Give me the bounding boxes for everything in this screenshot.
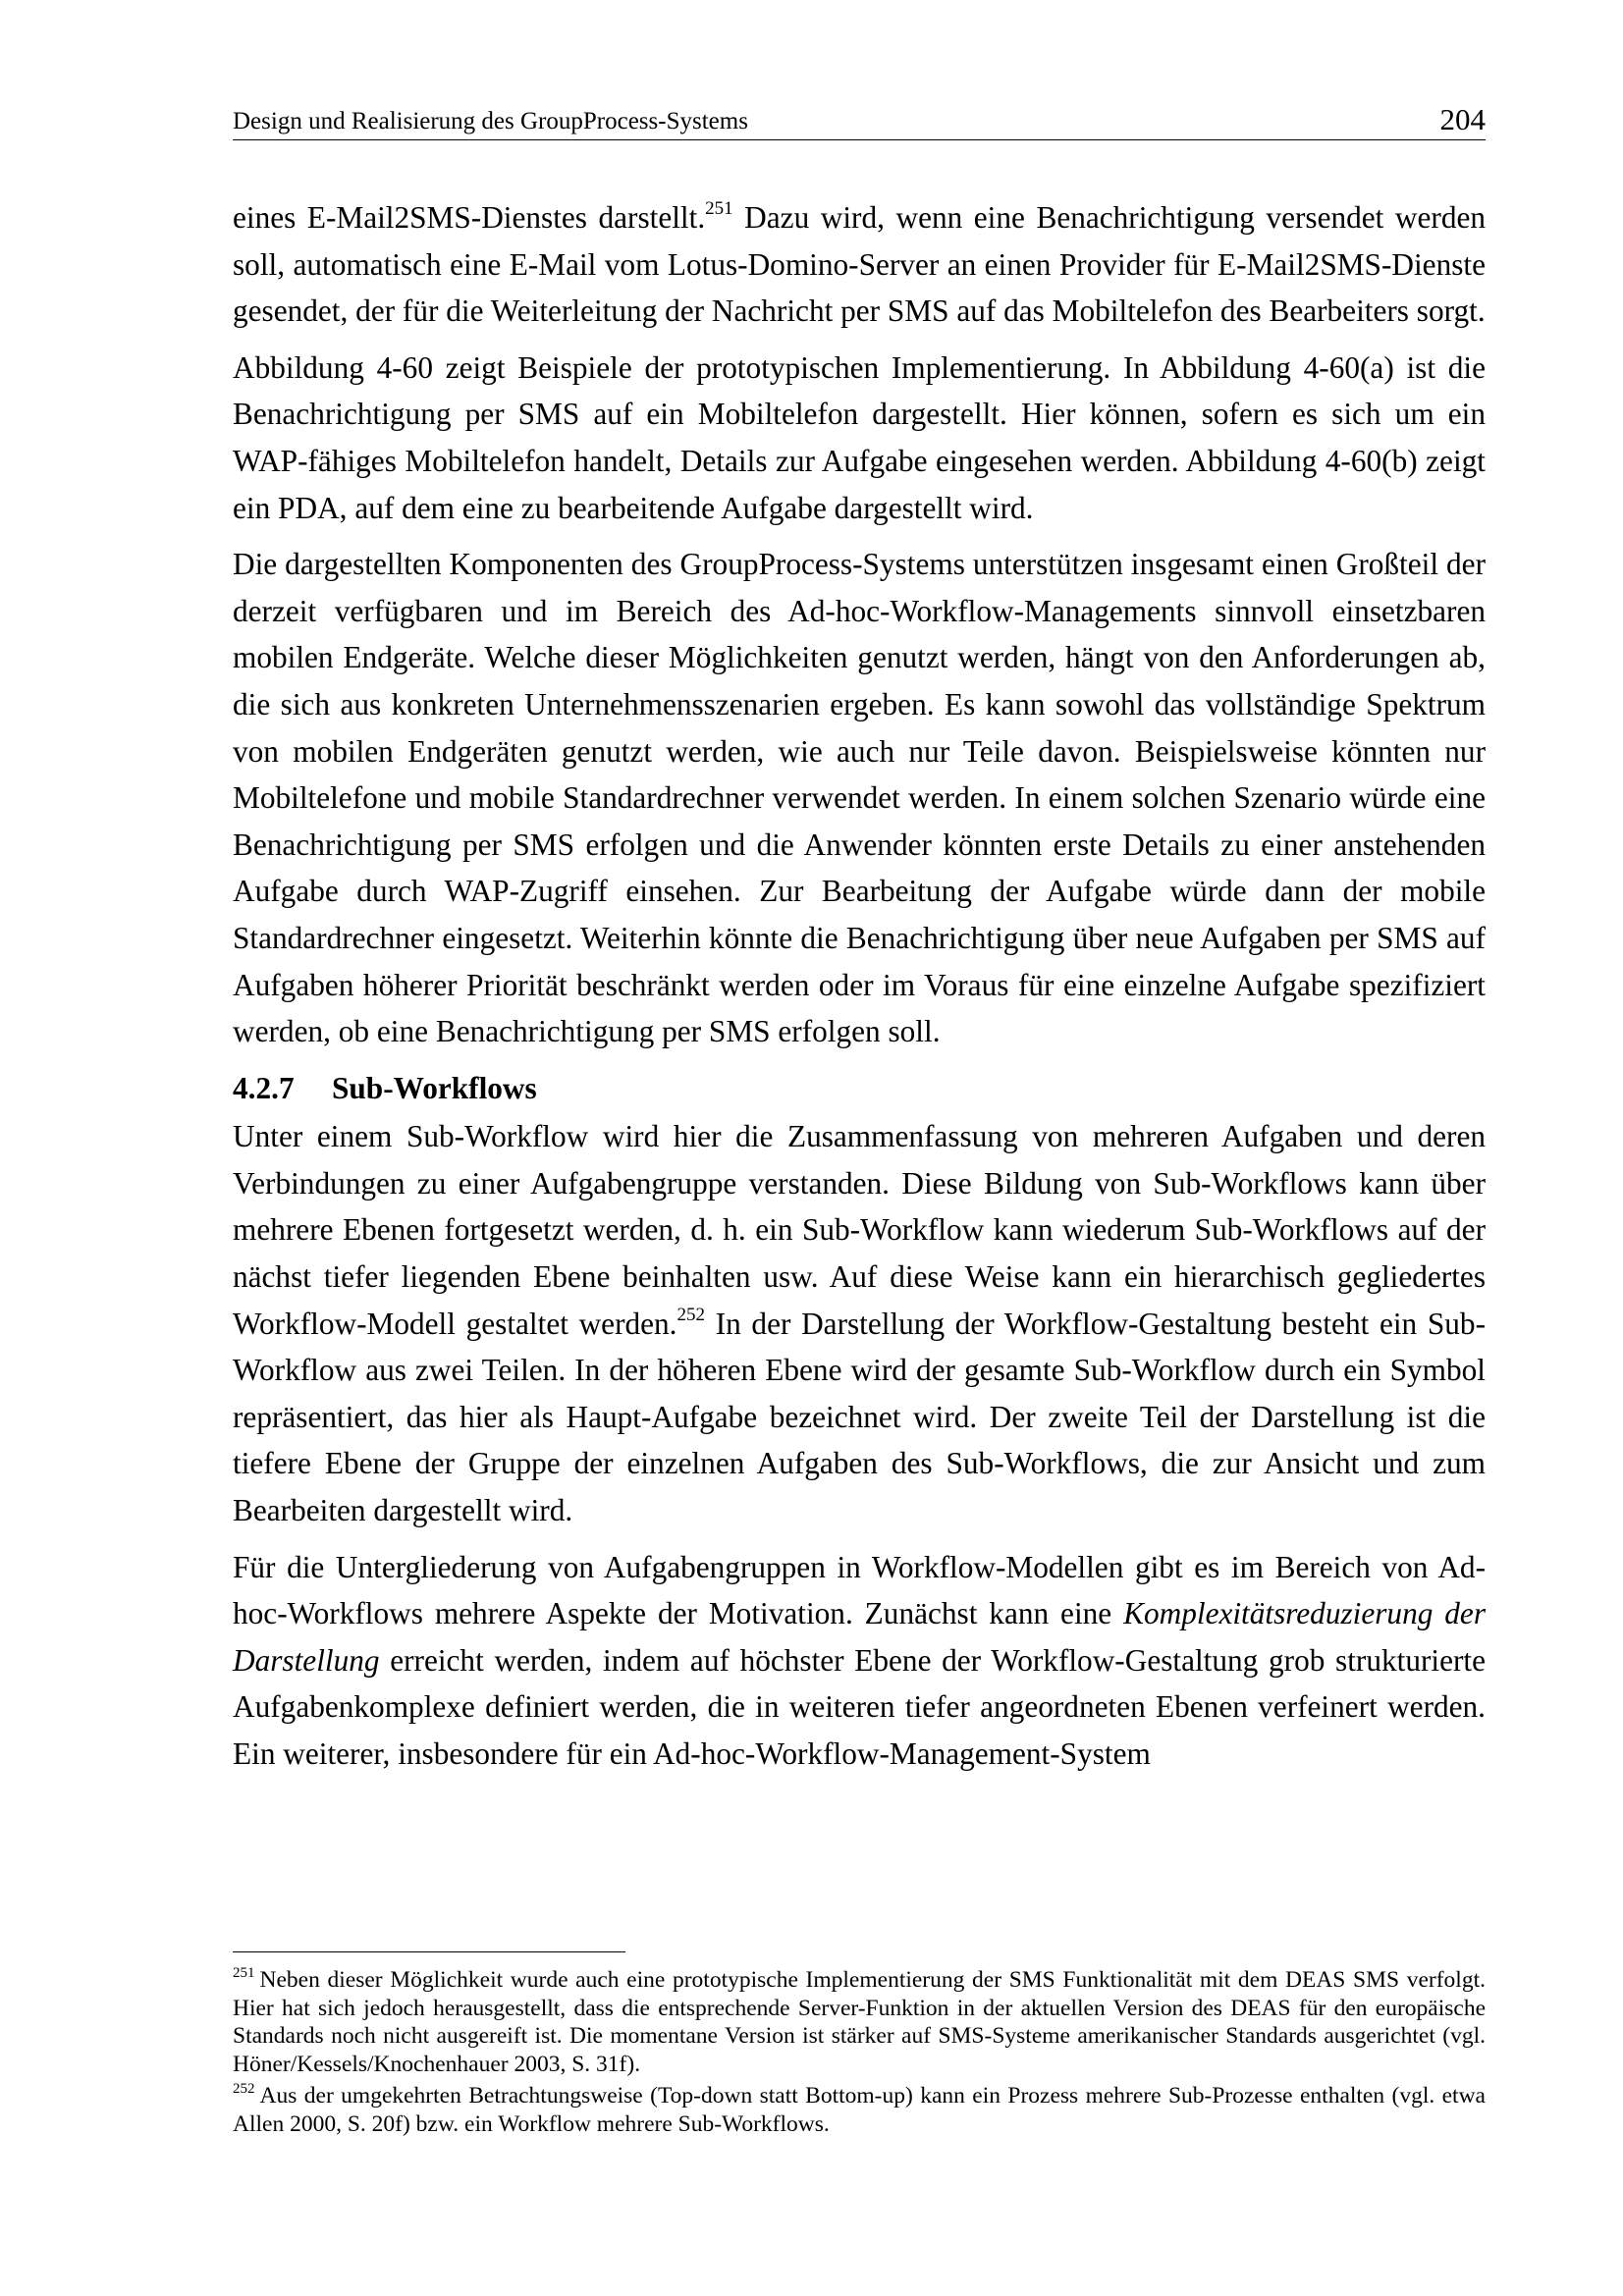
footnote-ref-251[interactable]: 251: [705, 198, 733, 219]
page-number: 204: [1439, 102, 1486, 136]
footnote-text: Neben dieser Möglichkeit wurde auch eine prototypische Implementierung der SMS Funktionalität mit dem DEAS SMS verfolgt. Hier hat sich jedoch herausgestellt, dass die entsprechende Server-Funktion in der aktuellen Version des DEAS für den europäische Standards noch nicht ausgereift ist. Die momentane Version ist stärker auf SMS-Systeme amerikanischer Standards ausgerichtet (vgl. Höner/Kessels/Knochenhauer 2003, S. 31f).: [233, 1967, 1486, 2077]
footnote-number: 252: [233, 2081, 255, 2097]
section-paragraph-1-text-b: In der Darstellung der Workflow-Gestaltung besteht ein Sub-Workflow aus zwei Teilen. In der höheren Ebene wird der gesamte Sub-Workflow durch ein Symbol repräsentiert, das hier als Haupt-Aufgabe bezeichnet wird. Der zweite Teil der Darstellung ist die tiefere Ebene der Gruppe der einzelnen Aufgaben des Sub-Workflows, die zur Ansicht und zum Bearbeiten dargestellt wird.: [233, 1306, 1486, 1528]
body-text: [233, 194, 1486, 1788]
footnote-251: [233, 1966, 1486, 2078]
footnote-text: Aus der umgekehrten Betrachtungsweise (Top-down statt Bottom-up) kann ein Prozess mehrere Sub-Prozesse enthalten (vgl. etwa Allen 2000, S. 20f) bzw. ein Workflow mehrere Sub-Workflows.: [233, 2083, 1486, 2137]
section-heading: [233, 1065, 1486, 1112]
section-paragraph-2-text-b: erreicht werden, indem auf höchster Ebene der Workflow-Gestaltung grob strukturierte Aufgabenkomplexe definiert werden, die in weiteren tiefer angeordneten Ebenen verfeinert werden. Ein weiterer, insbesondere für ein Ad-hoc-Workflow-Management-System: [233, 1642, 1486, 1771]
running-header: [233, 94, 1486, 140]
paragraph-1-text-b: Dazu wird, wenn eine Benachrichtigung versendet werden soll, automatisch eine E-Mail vom Lotus-Domino-Server an einen Provider für E-Mail2SMS-Dienste gesendet, der für die Weiterleitung der Nachricht per SMS auf das Mobiltelefon des Bearbeiters sorgt.: [233, 200, 1487, 329]
paragraph-1-text-a: eines E-Mail2SMS-Dienstes darstellt.: [233, 200, 706, 235]
paragraph-2: Abbildung 4-60 zeigt Beispiele der prototypischen Implementierung. In Abbildung 4-60(a) ist die Benachrichtigung per SMS auf ein Mobiltelefon dargestellt. Hier können, sofern es sich um ein WAP-fähiges Mobiltelefon handelt, Details zur Aufgabe eingesehen werden. Abbildung 4-60(b) zeigt ein PDA, auf dem eine zu bearbeitende Aufgabe dargestellt wird.: [233, 349, 1486, 525]
section-number: 4.2.7: [233, 1070, 295, 1105]
paragraph-1: [233, 194, 1486, 335]
section-paragraph-2-text-a: Für die Untergliederung von Aufgabengruppen in Workflow-Modellen gibt es im Bereich von Ad-hoc-Workflows mehrere Aspekte der Motivation. Zunächst kann eine: [233, 1549, 1486, 1631]
section-paragraph-1: [233, 1113, 1486, 1533]
footnote-number: 251: [233, 1965, 255, 1981]
header-title: Design und Realisierung des GroupProcess-Systems: [233, 108, 748, 134]
footnotes: [233, 1966, 1486, 2142]
footnote-ref-252[interactable]: 252: [676, 1304, 706, 1325]
emphasized-term: Komplexitätsreduzierung der Darstellung: [233, 1596, 1487, 1678]
paragraph-3: Die dargestellten Komponenten des GroupProcess-Systems unterstützen insgesamt einen Großteil der derzeit verfügbaren und im Bereich des Ad-hoc-Workflow-Managements sinnvoll einsetzbaren mobilen Endgeräte. Welche dieser Möglichkeiten genutzt werden, hängt von den Anforderungen ab, die sich aus konkreten Unternehmensszenarien ergeben. Es kann sowohl das vollständige Spektrum von mobilen Endgeräten genutzt werden, wie auch nur Teile davon. Beispielsweise könnten nur Mobiltelefone und mobile Standardrechner verwendet werden. In einem solchen Szenario würde eine Benachrichtigung per SMS erfolgen und die Anwender könnten erste Details zu einer anstehenden Aufgabe durch WAP-Zugriff einsehen. Zur Bearbeitung der Aufgabe würde dann der mobile Standardrechner eingesetzt. Weiterhin könnte die Benachrichtigung über neue Aufgaben per SMS auf Aufgaben höherer Priorität beschränkt werden oder im Voraus für eine einzelne Aufgabe spezifiziert werden, ob eine Benachrichtigung per SMS erfolgen soll.: [233, 547, 1486, 1049]
footnote-separator: [233, 1951, 625, 1952]
section-paragraph-1-text-a: Unter einem Sub-Workflow wird hier die Zusammenfassung von mehreren Aufgaben und deren Verbindungen zu einer Aufgabengruppe verstanden. Diese Bildung von Sub-Workflows kann über mehrere Ebenen fortgesetzt werden, d. h. ein Sub-Workflow kann wiederum Sub-Workflows auf der nächst tiefer liegenden Ebene beinhalten usw. Auf diese Weise kann ein hierarchisch gegliedertes Workflow-Modell gestaltet werden.: [233, 1119, 1486, 1341]
section-paragraph-2: [233, 1544, 1486, 1778]
footnote-252: [233, 2082, 1486, 2138]
section-title: Sub-Workflows: [332, 1070, 537, 1105]
